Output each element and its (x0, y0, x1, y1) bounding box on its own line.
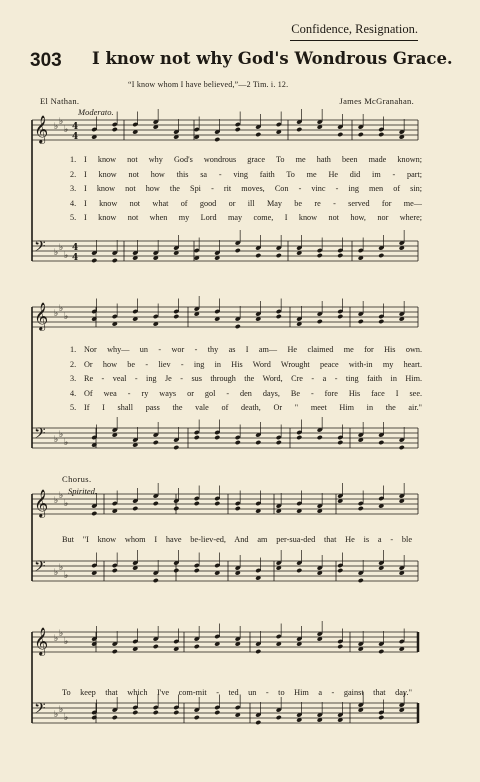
note-head (214, 435, 220, 440)
note-head (112, 127, 118, 132)
note-head (276, 314, 282, 319)
note-head (337, 440, 343, 445)
note-head (337, 132, 343, 137)
note-head (317, 253, 323, 258)
note-head (112, 258, 118, 263)
note-head (194, 501, 200, 506)
flat-sign-icon: ♭ (54, 710, 59, 720)
note-head (214, 137, 220, 142)
flat-sign-icon: ♭ (59, 117, 64, 127)
verse-number: 1. (70, 345, 77, 354)
note-head (378, 319, 384, 324)
note-head (378, 253, 384, 258)
time-signature-bottom: 4 (72, 132, 79, 142)
note-head (214, 710, 220, 715)
verse-text: I know not what of good or ill May be re - served for me— (84, 198, 422, 208)
note-head (194, 568, 200, 573)
verse-number: 5. (70, 403, 77, 412)
note-head (337, 314, 343, 319)
note-head (358, 319, 364, 324)
note-head (337, 644, 343, 649)
note-head (358, 506, 364, 511)
treble-clef-icon: 𝄞 (34, 489, 49, 517)
note-head (214, 501, 220, 506)
note-head (194, 435, 200, 440)
flat-sign-icon: ♭ (59, 705, 64, 715)
verse-text: If I shall pass the vale of death, Or " meet Him in the air." (84, 403, 422, 412)
treble-clef-icon: 𝄞 (34, 302, 49, 330)
note-head (173, 568, 179, 573)
note-head (194, 715, 200, 720)
verse-number: 4. (70, 198, 77, 208)
note-head (296, 435, 302, 440)
note-head (235, 506, 241, 511)
flat-sign-icon: ♭ (54, 309, 59, 319)
note-head (91, 258, 97, 263)
bass-clef-icon: 𝄢 (34, 425, 46, 446)
flat-sign-icon: ♭ (59, 430, 64, 440)
flat-sign-icon: ♭ (64, 637, 69, 647)
note-head (255, 132, 261, 137)
section-heading: Confidence, Resignation. (291, 22, 418, 36)
hymn-number: 303 (30, 50, 62, 71)
treble-clef-icon: 𝄞 (34, 627, 49, 655)
note-head (235, 248, 241, 253)
note-head (235, 127, 241, 132)
flat-sign-icon: ♭ (54, 634, 59, 644)
bass-clef-icon: 𝄢 (34, 558, 46, 579)
flat-sign-icon: ♭ (59, 491, 64, 501)
time-signature-top: 4 (72, 243, 79, 253)
note-head (276, 440, 282, 445)
note-head (153, 578, 159, 583)
note-head (153, 501, 159, 506)
note-head (255, 649, 261, 654)
note-head (276, 253, 282, 258)
flat-sign-icon: ♭ (54, 122, 59, 132)
tempo-marking-verse: Moderato. (78, 107, 114, 117)
note-head (235, 324, 241, 329)
composer-credit: James McGranahan. (339, 96, 414, 106)
note-head (91, 715, 97, 720)
flat-sign-icon: ♭ (54, 496, 59, 506)
note-head (276, 715, 282, 720)
verse-text: I know not when my Lord may come, I know not how, nor where; (84, 213, 422, 222)
verse-number: 1. (70, 155, 77, 164)
note-head (112, 649, 118, 654)
flat-sign-icon: ♭ (64, 499, 69, 509)
bass-clef-icon: 𝄢 (34, 700, 46, 721)
hymn-title: I know not why God's Wondrous Grace. (92, 49, 453, 68)
note-head (255, 720, 261, 725)
flat-sign-icon: ♭ (64, 571, 69, 581)
flat-sign-icon: ♭ (64, 312, 69, 322)
bass-clef-icon: 𝄢 (34, 238, 46, 259)
note-head (153, 710, 159, 715)
note-head (173, 314, 179, 319)
verse-number: 2. (70, 169, 77, 179)
note-head (153, 644, 159, 649)
note-head (112, 568, 118, 573)
note-head (337, 253, 343, 258)
verse-number: 5. (70, 213, 77, 222)
verse-text: I know not why God's wondrous grace To me hath been made known; (84, 155, 422, 164)
chorus-label: Chorus. (62, 474, 92, 484)
flat-sign-icon: ♭ (54, 568, 59, 578)
flat-sign-icon: ♭ (64, 125, 69, 135)
verse-text: Nor why— un - wor - thy as I am— He claimed me for His own. (84, 345, 422, 354)
flat-sign-icon: ♭ (59, 563, 64, 573)
flat-sign-icon: ♭ (54, 248, 59, 258)
note-head (378, 715, 384, 720)
note-head (173, 506, 179, 511)
flat-sign-icon: ♭ (59, 304, 64, 314)
flat-sign-icon: ♭ (64, 713, 69, 723)
verse-text: Or how be - liev - ing in His Word Wrought peace with-in my heart. (84, 359, 422, 369)
note-head (235, 440, 241, 445)
note-head (399, 445, 405, 450)
time-signature-top: 4 (72, 122, 79, 132)
flat-sign-icon: ♭ (59, 243, 64, 253)
note-head (378, 132, 384, 137)
note-head (173, 710, 179, 715)
note-head (296, 127, 302, 132)
verse-number: 3. (70, 374, 77, 383)
verse-number: 4. (70, 388, 77, 398)
note-head (296, 568, 302, 573)
note-head (317, 435, 323, 440)
note-head (378, 440, 384, 445)
note-head (153, 440, 159, 445)
verse-text: Of wea - ry ways or gol - den days, Be - fore His face I see. (84, 388, 422, 398)
note-head (358, 132, 364, 137)
note-head (255, 253, 261, 258)
note-head (194, 644, 200, 649)
flat-sign-icon: ♭ (64, 438, 69, 448)
chorus-lyric-line-1: But "I know whom I have be-liev-ed, And am per-sua-ded that He is a - ble (62, 535, 412, 544)
verse-text: I know not how this sa - ving faith To me He did im - part; (84, 169, 422, 179)
verse-text: Re - veal - ing Je - sus through the Word, Cre - a - ting faith in Him. (84, 374, 422, 383)
verse-number: 3. (70, 184, 77, 193)
note-head (358, 578, 364, 583)
flat-sign-icon: ♭ (59, 629, 64, 639)
note-head (337, 568, 343, 573)
note-head (173, 445, 179, 450)
note-head (132, 506, 138, 511)
scripture-reference: “I know whom I have believed,”—2 Tim. i. 12. (128, 80, 289, 89)
verse-number: 2. (70, 359, 77, 369)
flat-sign-icon: ♭ (54, 435, 59, 445)
verse-text: I know not how the Spi - rit moves, Con - vinc - ing men of sin; (84, 184, 422, 193)
note-head (378, 649, 384, 654)
chorus-lyric-line-2: To keep that which I've com-mit - ted un - to Him a - gainst that day." (62, 688, 412, 697)
treble-clef-icon: 𝄞 (34, 115, 49, 143)
note-head (112, 715, 118, 720)
note-head (132, 710, 138, 715)
author-credit: El Nathan. (40, 96, 80, 106)
time-signature-bottom: 4 (72, 253, 79, 263)
note-head (255, 440, 261, 445)
note-head (91, 511, 97, 516)
flat-sign-icon: ♭ (64, 251, 69, 261)
tempo-marking-chorus: Spirited. (68, 486, 98, 496)
note-head (317, 319, 323, 324)
